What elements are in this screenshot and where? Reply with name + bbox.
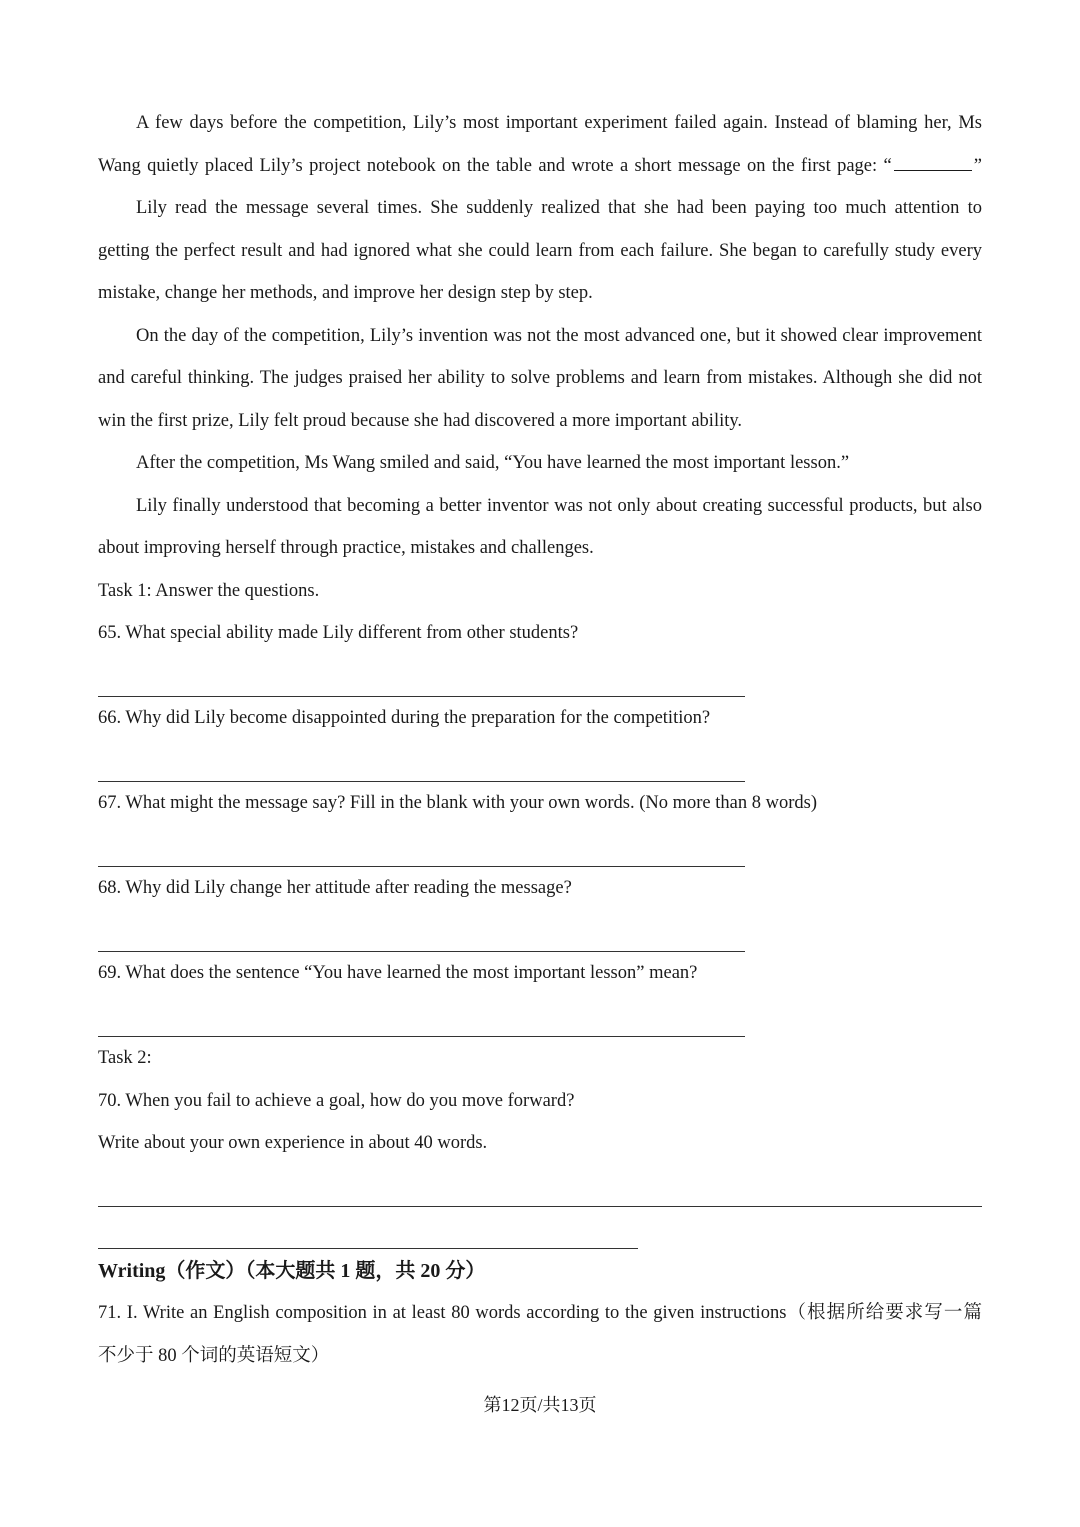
question-68: 68. Why did Lily change her attitude after reading the message? xyxy=(98,878,572,898)
answer-70-area-1[interactable] xyxy=(98,1165,982,1208)
question-69: 69. What does the sentence “You have learned the most important lesson” mean? xyxy=(98,963,698,983)
task1-heading: Task 1: Answer the questions. xyxy=(98,580,320,601)
passage-p5-line2: about improving herself through practice, mistakes and challenges. xyxy=(98,538,594,558)
answer-line xyxy=(98,696,745,697)
task2-heading: Task 2: xyxy=(98,1048,152,1068)
question-70: 70. When you fail to achieve a goal, how do you move forward? xyxy=(98,1090,575,1111)
answer-line xyxy=(98,866,745,867)
question-65: 65. What special ability made Lily different from other students? xyxy=(98,623,579,643)
question-70-instruction: Write about your own experience in about 40 words. xyxy=(98,1133,488,1153)
answer-line xyxy=(98,781,745,782)
answer-69-area[interactable] xyxy=(98,995,982,1038)
answer-65-area[interactable] xyxy=(98,655,982,698)
answer-line xyxy=(98,951,745,952)
passage-p2-line3: mistake, change her methods, and improve her design step by step. xyxy=(98,283,593,303)
passage-p1-line2-text: Wang quietly placed Lily’s project notebook on the table and wrote a short message on the first page: “ xyxy=(98,155,892,176)
answer-70-area-2[interactable] xyxy=(98,1207,982,1250)
question-66: 66. Why did Lily become disappointed during the preparation for the competition? xyxy=(98,708,711,728)
writing-section-title: Writing（作文）（本大题共 1 题，共 20 分） xyxy=(98,1259,486,1282)
passage-p3-line1: On the day of the competition, Lily’s invention was not the most advanced one, but it showed clear improvement xyxy=(136,325,982,346)
question-71-line1: 71. I. Write an English composition in at least 80 words according to the given instructions（根据所给要求写一篇 xyxy=(98,1303,982,1323)
question-67: 67. What might the message say? Fill in the blank with your own words. (No more than 8 words) xyxy=(98,793,817,813)
passage-p3-line2: and careful thinking. The judges praised her ability to solve problems and learn from mistakes. Although she did not xyxy=(98,368,982,388)
passage-p3-line3: win the first prize, Lily felt proud because she had discovered a more important ability. xyxy=(98,410,743,431)
message-blank xyxy=(894,156,972,171)
passage-p2-line2: getting the perfect result and had ignored what she could learn from each failure. She began to carefully study every xyxy=(98,240,982,261)
answer-66-area[interactable] xyxy=(98,740,982,783)
answer-line xyxy=(98,1248,638,1249)
passage-p1-line2 xyxy=(98,145,982,188)
answer-line xyxy=(98,1036,745,1037)
answer-67-area[interactable] xyxy=(98,825,982,868)
passage-p5-line1: Lily finally understood that becoming a better inventor was not only about creating successful products, but also xyxy=(136,495,982,516)
passage-p4-line1: After the competition, Ms Wang smiled and said, “You have learned the most important lesson.” xyxy=(136,453,850,473)
answer-68-area[interactable] xyxy=(98,910,982,953)
exam-page xyxy=(98,102,982,1377)
passage-p1-line2-close-quote: ” xyxy=(973,155,982,176)
passage-p1-line1: A few days before the competition, Lily’s most important experiment failed again. Instead of blaming her, Ms xyxy=(136,113,982,133)
question-71-line2: 不少于 80 个词的英语短文） xyxy=(98,1345,330,1366)
passage-p2-line1: Lily read the message several times. She suddenly realized that she had been paying too much attention to xyxy=(136,198,982,218)
page-number-footer: 第12页/共13页 xyxy=(483,1395,597,1415)
